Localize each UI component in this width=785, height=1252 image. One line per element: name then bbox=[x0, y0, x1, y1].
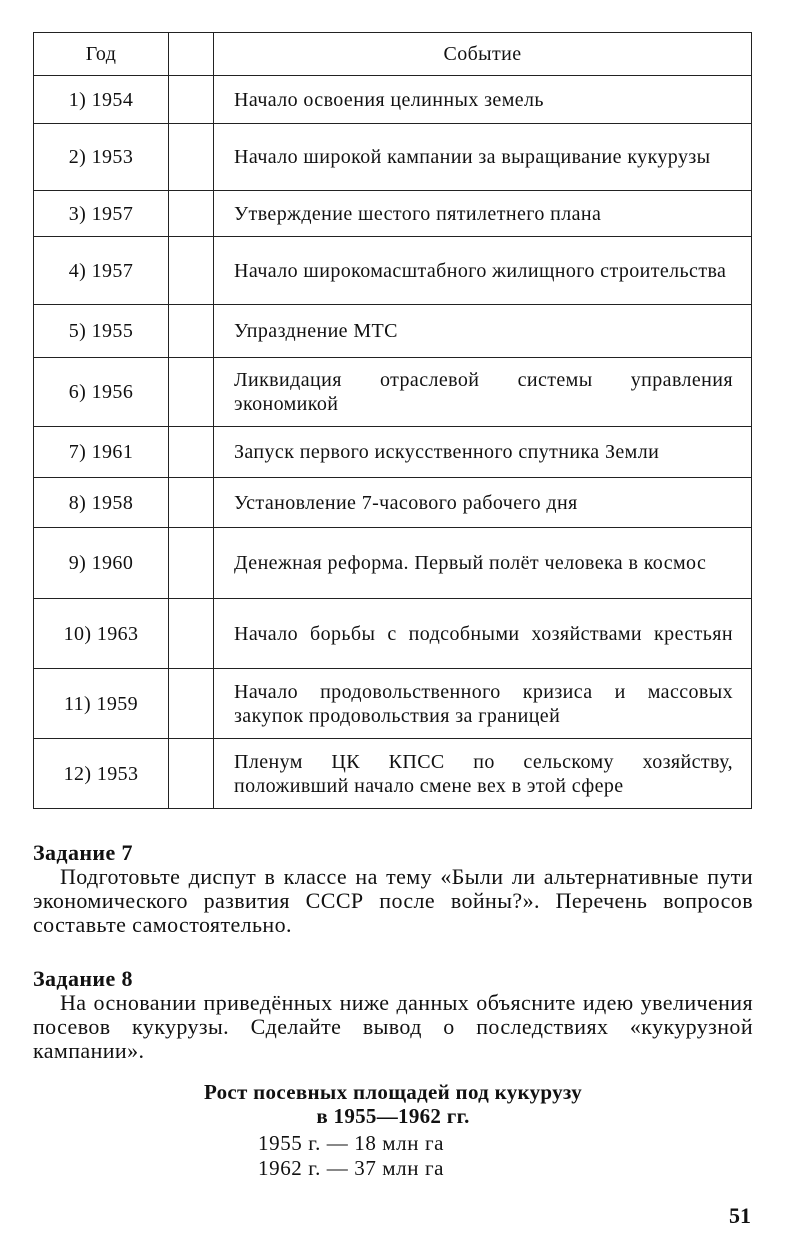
data-caption-line-1: Рост посевных площадей под кукурузу bbox=[203, 1080, 583, 1104]
table-row bbox=[34, 528, 752, 599]
events-table bbox=[33, 32, 752, 809]
table-row bbox=[34, 599, 752, 669]
row-answer-cell bbox=[169, 669, 214, 739]
header-blank bbox=[169, 33, 214, 76]
task-8-text: На основании приведённых ниже данных объясните идею увеличения посевов кукурузы. Сделайте вывод о последствиях «кукурузной кампании». bbox=[33, 990, 753, 1063]
task-7 bbox=[33, 841, 753, 937]
row-event: Начало широкомасштабного жилищного строительства bbox=[214, 237, 752, 305]
row-event: Ликвидация отраслевой системы управления экономикой bbox=[214, 358, 752, 427]
row-event: Начало продовольственного кризиса и массовых закупок продовольствия за границей bbox=[214, 669, 752, 739]
row-event: Упразднение МТС bbox=[214, 305, 752, 358]
row-year: 10) 1963 bbox=[34, 599, 169, 669]
row-year: 8) 1958 bbox=[34, 478, 169, 528]
row-event: Пленум ЦК КПСС по сельскому хозяйству, положивший начало смене вех в этой сфере bbox=[214, 739, 752, 809]
task-8-title: Задание 8 bbox=[33, 966, 133, 991]
table-row bbox=[34, 669, 752, 739]
row-answer-cell bbox=[169, 305, 214, 358]
row-event: Начало широкой кампании за выращивание кукурузы bbox=[214, 124, 752, 191]
row-answer-cell bbox=[169, 599, 214, 669]
row-year: 6) 1956 bbox=[34, 358, 169, 427]
data-list bbox=[258, 1131, 444, 1181]
row-event: Запуск первого искусственного спутника Земли bbox=[214, 427, 752, 478]
row-answer-cell bbox=[169, 124, 214, 191]
data-caption-line-2: в 1955—1962 гг. bbox=[316, 1104, 470, 1128]
row-answer-cell bbox=[169, 76, 214, 124]
header-year: Год bbox=[34, 33, 169, 76]
row-event: Денежная реформа. Первый полёт человека в космос bbox=[214, 528, 752, 599]
row-answer-cell bbox=[169, 191, 214, 237]
table-header-row bbox=[34, 33, 752, 76]
table-row bbox=[34, 427, 752, 478]
row-year: 11) 1959 bbox=[34, 669, 169, 739]
row-year: 2) 1953 bbox=[34, 124, 169, 191]
task-7-text: Подготовьте диспут в классе на тему «Были ли альтернативные пути экономического развития СССР после войны?». Перечень вопросов составьте самостоятельно. bbox=[33, 864, 753, 937]
table-row bbox=[34, 739, 752, 809]
row-event: Утверждение шестого пятилетнего плана bbox=[214, 191, 752, 237]
row-year: 3) 1957 bbox=[34, 191, 169, 237]
row-year: 12) 1953 bbox=[34, 739, 169, 809]
table-row bbox=[34, 305, 752, 358]
table-row bbox=[34, 124, 752, 191]
row-answer-cell bbox=[169, 237, 214, 305]
task-8 bbox=[33, 967, 753, 1063]
row-year: 4) 1957 bbox=[34, 237, 169, 305]
row-answer-cell bbox=[169, 427, 214, 478]
row-year: 5) 1955 bbox=[34, 305, 169, 358]
data-line: 1962 г. — 37 млн га bbox=[258, 1156, 445, 1180]
data-line: 1955 г. — 18 млн га bbox=[258, 1131, 445, 1155]
row-event: Установление 7-часового рабочего дня bbox=[214, 478, 752, 528]
table-row bbox=[34, 358, 752, 427]
row-event: Начало борьбы с подсобными хозяйствами крестьян bbox=[214, 599, 752, 669]
page-number: 51 bbox=[729, 1203, 751, 1228]
table-row bbox=[34, 478, 752, 528]
row-year: 1) 1954 bbox=[34, 76, 169, 124]
table-row bbox=[34, 237, 752, 305]
data-caption bbox=[33, 1080, 753, 1128]
row-answer-cell bbox=[169, 478, 214, 528]
table-row bbox=[34, 76, 752, 124]
row-year: 9) 1960 bbox=[34, 528, 169, 599]
row-answer-cell bbox=[169, 739, 214, 809]
row-event: Начало освоения целинных земель bbox=[214, 76, 752, 124]
row-answer-cell bbox=[169, 528, 214, 599]
row-answer-cell bbox=[169, 358, 214, 427]
row-year: 7) 1961 bbox=[34, 427, 169, 478]
header-event: Событие bbox=[214, 33, 752, 76]
table-row bbox=[34, 191, 752, 237]
task-7-title: Задание 7 bbox=[33, 840, 133, 865]
